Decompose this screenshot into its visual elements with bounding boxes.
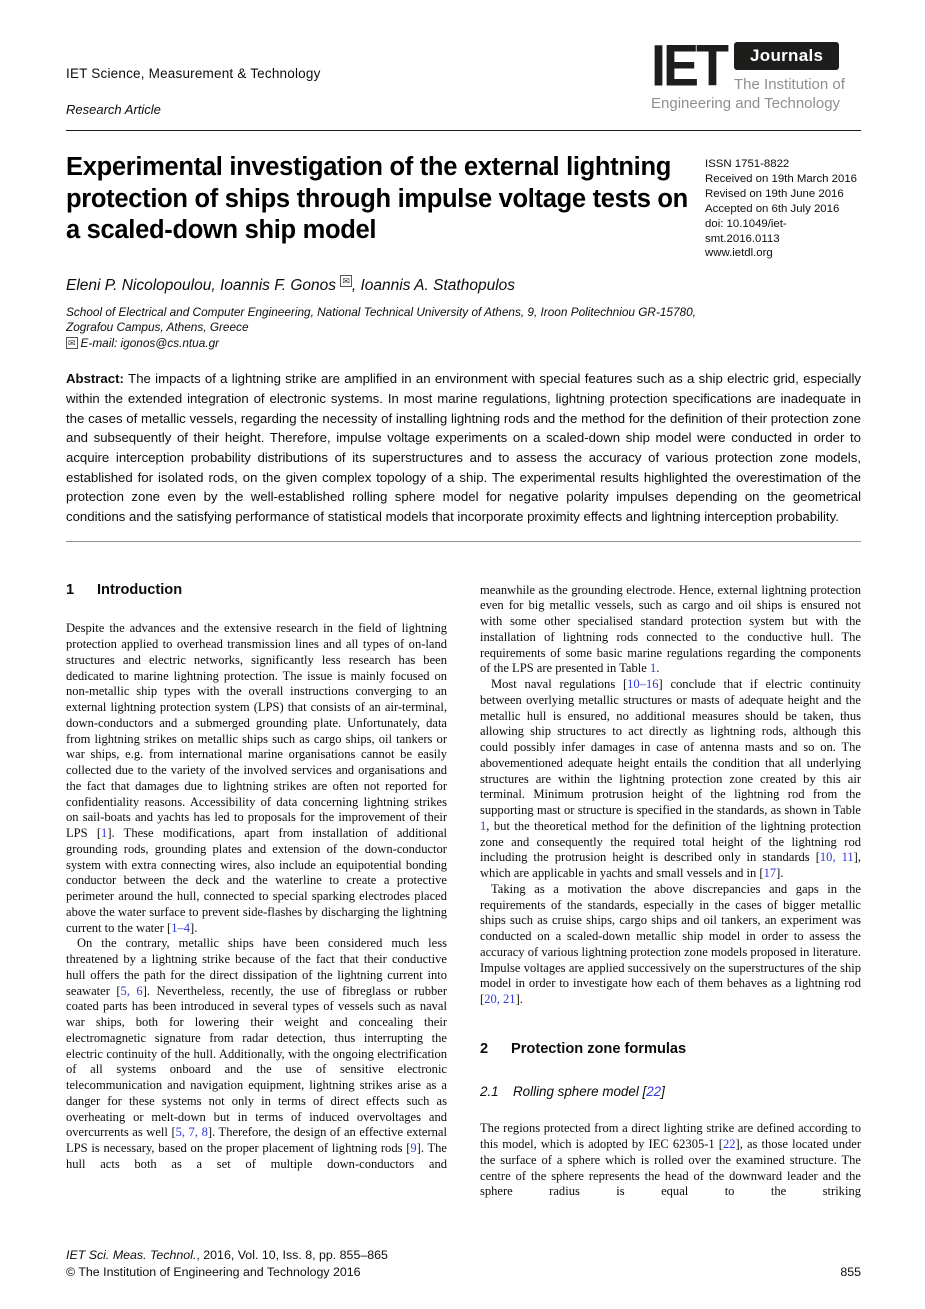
reference-link[interactable]: 1 (649, 661, 657, 676)
subsection-2-1-title: Rolling sphere model [22] (513, 1083, 665, 1099)
copyright-line: © The Institution of Engineering and Technology 2016 (66, 1265, 361, 1280)
authors-line: Eleni P. Nicolopoulou, Ioannis F. Gonos ✉ , Ioannis A. Stathopulos (66, 276, 516, 295)
section-2-title: Protection zone formulas (511, 1040, 687, 1057)
title-block (66, 152, 861, 261)
institution-text-line2: Engineering and Technology (651, 95, 841, 112)
header-divider (66, 130, 861, 131)
iet-logo (651, 33, 861, 112)
citation-line: IET Sci. Meas. Technol., 2016, Vol. 10, Iss. 8, pp. 855–865 (66, 1248, 388, 1263)
reference-link[interactable]: 1 (480, 818, 487, 833)
paper-title: Experimental investigation of the external lightning protection of ships through impulse voltage tests on a scaled-down ship model (66, 153, 688, 244)
envelope-icon: ✉ (68, 337, 76, 348)
reference-link[interactable]: 5, 6 (120, 983, 143, 998)
revised-date: Revised on 19th June 2016 (705, 187, 844, 200)
affiliation (66, 305, 861, 335)
paragraph: The regions protected from a direct lighting strike are defined according to this model, which is adopted by IEC 62305-1 [22], as those located under the surface of a sphere which is rolled over the examined structure. The centre of the sphere represents the head of the downward leader and the sphere radius is equal to the striking (480, 1121, 861, 1199)
section-1-heading (66, 583, 447, 599)
reference-link[interactable]: 22 (646, 1083, 662, 1099)
iet-logo-letters: IET (651, 33, 727, 99)
reference-link[interactable]: 9 (410, 1141, 417, 1156)
accepted-date: Accepted on 6th July 2016 (705, 202, 840, 215)
doi: doi: 10.1049/iet-smt.2016.0113 (705, 217, 787, 245)
footer-left (66, 1247, 388, 1281)
page-header (66, 33, 861, 117)
reference-link[interactable]: 5, 7, 8 (175, 1125, 208, 1140)
reference-link[interactable]: 1 (101, 826, 108, 841)
page-number: 855 (840, 1265, 861, 1280)
reference-link[interactable]: 22 (722, 1137, 736, 1152)
affiliation-line2: Zografou Campus, Athens, Greece (66, 319, 249, 334)
section-1-number: 1 (66, 581, 75, 598)
institution-text-line1: The Institution of (734, 76, 845, 93)
reference-link[interactable]: 20, 21 (484, 992, 516, 1007)
reference-link[interactable]: 1–4 (171, 920, 191, 935)
received-date: Received on 19th March 2016 (705, 172, 858, 185)
page-footer (66, 1247, 861, 1281)
subsection-2-1-heading (480, 1084, 861, 1100)
website-link[interactable]: www.ietdl.org (705, 247, 773, 260)
email-address[interactable]: E-mail: igonos@cs.ntua.gr (80, 335, 220, 350)
article-type-label: Research Article (66, 102, 161, 117)
paragraph: meanwhile as the grounding electrode. Hence, external lightning protection even for big metallic vessels, such as cargo and oil ships is ensured not with some other specialised standard protection system but with the installation of lightning rods connected to the conductive hull. The requirements of some basic marine regulations regarding the components of the LPS are presented in Table 1. (480, 582, 861, 676)
reference-link[interactable]: 10–16 (627, 677, 659, 692)
abstract: Abstract: The impacts of a lightning strike are amplified in an environment with special features such as a ship electric grid, especially within the extended integration of electronic systems. In most marine regulations, lightning protection specifications are inadequate in the cases of metallic vessels, regarding the necessity of installing lightning rods and the method for the definition of their protection zone and subsequently of their height. Therefore, impulse voltage experiments on a scaled-down ship model were conducted in order to acquire interception probability distributions of its superstructures and to assess the accuracy of various protection zone models, established for isolated rods, on the given complex topology of a ship. The experimental results highlighted the overestimation of the protection zone even by the well-established rolling sphere model for negative polarity impulses depending on the geometrical conditions and the satisfying performance of statistical models that incorporate proximity effects and lightning interception probability. (66, 371, 861, 525)
section-1-title: Introduction (97, 581, 183, 598)
paragraph: On the contrary, metallic ships have been considered much less threatened by a lightning strike because of the fact that their conductive hull offers the path for the direct dissipation of the lightning current into seawater [5, 6]. Nevertheless, recently, the use of fibreglass or rubber coated parts has been introduced in several types of vessels such as naval war ships, both for lowering their weight and concealing their electromagnetic signature from radar detection, thus interrupting the electric continuity of the hull. Additionally, with the ongoing electrification of all systems onboard and the use of sensitive electronic telecommunication and navigation equipment, lightning strikes arise as a danger for these systems not only in terms of direct effects such as overheating or melt-down but in terms of induced overvoltages and overcurrents as well [5, 7, 8]. Therefore, the design of an effective external LPS is necessary, based on the proper placement of lightning rods [9]. The hull acts both as a set of multiple down-conductors and (66, 936, 447, 1171)
right-column (480, 583, 861, 1201)
body-columns (66, 583, 861, 1201)
affiliation-line1: School of Electrical and Computer Engineering, National Technical University of Athens, 9, Iroon Politechniou GR-15780, (66, 304, 696, 319)
issn: ISSN 1751-8822 (705, 158, 790, 170)
header-left (66, 38, 321, 117)
email-line (66, 336, 861, 351)
section-2-heading (480, 1042, 861, 1058)
left-column (66, 583, 447, 1201)
subsection-2-1-number: 2.1 (480, 1083, 499, 1099)
journals-badge: Journals (734, 42, 839, 70)
paragraph: Despite the advances and the extensive research in the field of lightning protection applied to overhead transmission lines and all types of on-land structures and electric networks, significantly less research has been dedicated to marine lightning protection. The issue is mainly focused on non-metallic ship types with the overall instructions converging to an external lightning protection system (LPS) that consists of an air-terminal, down-conductors and a submerged grounding plate. Unfortunately, data from lightning strikes on metallic ships such as cargo ships, oil tankers or war ships, e.g. from international marine organisations cannot be easily collected due to the variety of the involved services and organisations and the fact that damages due to lightning strikes are often not reported for confidentiality reasons. Accessibility of data concerning lightning strikes on sail-boats and yachts has led to proposals for the improvement of their LPS [1]. These modifications, apart from installation of additional grounding rods, grounding plates and extension of the down-conductor system with extra connecting wires, also include an equipotential bonding conductor between the deck and the waterline to create a protective perimeter around the hull, connected to special sparking electrodes placed above the water surface to prevent side-flashes by discharging the lightning current to the water [1–4]. (66, 621, 448, 935)
abstract-divider (66, 541, 861, 542)
reference-link[interactable]: 10, 11 (819, 850, 854, 865)
envelope-icon: ✉ (342, 276, 350, 287)
paragraph: Taking as a motivation the above discrepancies and gaps in the requirements of the standards, especially in the cases of bigger metallic ships such as cruise ships, cargo ships and oil tankers, an experiment was conducted on a scaled-down metallic ship model in order to assess the accuracy of various lightning protection zone models proposed in literature. Impulse voltages are applied successively on the superstructures of the ship model in order to investigate how each of them behaves as a lightning rod [20, 21]. (480, 881, 861, 1007)
journal-name: IET Science, Measurement & Technology (66, 66, 321, 81)
article-meta (705, 157, 861, 261)
section-2-number: 2 (480, 1040, 489, 1057)
reference-link[interactable]: 17 (763, 866, 777, 881)
paragraph: Most naval regulations [10–16] conclude that if electric continuity between overlying metallic structures or masts of adequate height and the metallic hull is ensured, no additional measures should be taken, thus allowing ship structures to act directly as lightning rods, although this could possibly infer damages in case of antenna masts and so on. The abovementioned adequate height entails the condition that all underlying structures are within the lightning protection zone created by this air terminal. Minimum protrusion height of the lightning rod from the supporting mast or structure is specified in the standards, as shown in Table 1, but the theoretical method for the definition of the lightning protection zone and consequently the required total height of the lightning rod including the protrusion height is described only in standards [10, 11], which are applicable in yachts and small vessels and in [17]. (480, 677, 862, 881)
